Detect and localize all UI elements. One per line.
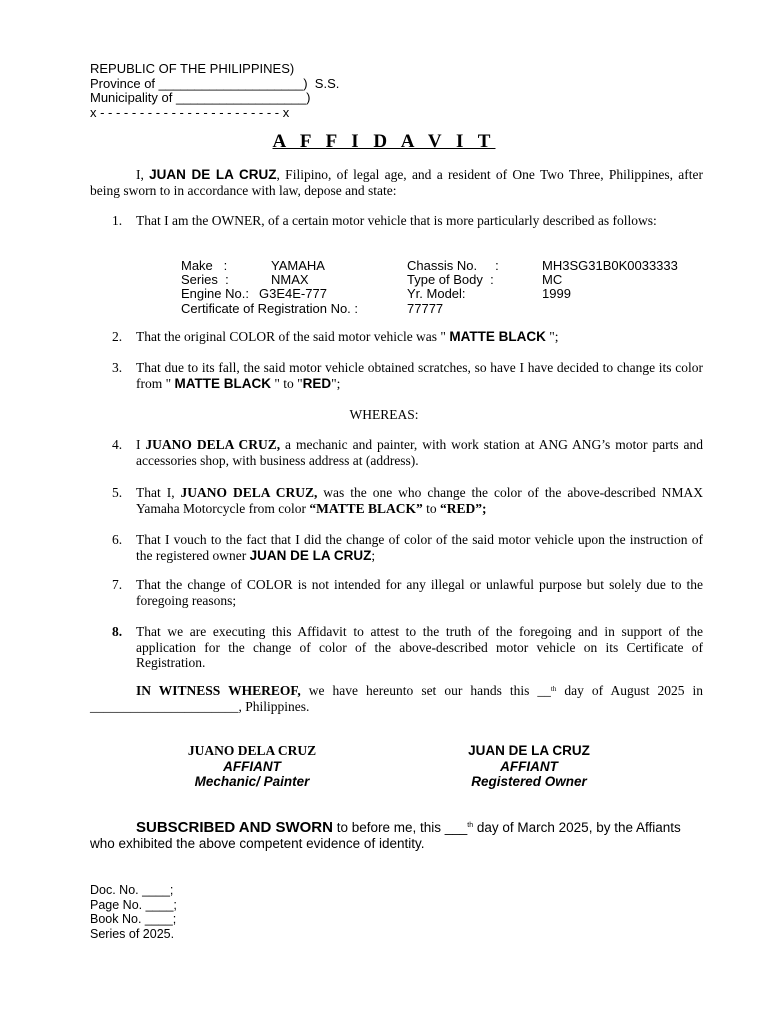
- signatory-title: Registered Owner: [471, 774, 587, 789]
- cr-label: Certificate of Registration No. :: [181, 300, 359, 316]
- color-red: “RED”;: [440, 500, 487, 516]
- list-item-3: [90, 360, 703, 391]
- list-item-1: [90, 213, 703, 229]
- series-label: Series :: [181, 272, 229, 288]
- body-value: MC: [542, 272, 563, 288]
- item-text-part: I: [136, 437, 146, 452]
- body-label: Type of Body :: [407, 272, 494, 288]
- witness-text: day of August 2025 in ______________________, Philippines.: [90, 683, 704, 714]
- item-text: That the change of COLOR is not intended for any illegal or unlawful purpose but solely due to the foregoing reasons;: [136, 577, 703, 608]
- signatory-name: JUAN DE LA CRUZ: [468, 743, 590, 758]
- item-text-part: was the one who change the color of the above-described NMAX Yamaha Motorcycle from color: [136, 485, 703, 516]
- color-matte-black: “MATTE BLACK”: [309, 500, 423, 516]
- list-item-2: [90, 329, 703, 345]
- whereas-heading: WHEREAS:: [349, 407, 419, 422]
- series-year: Series of 2025.: [90, 926, 175, 941]
- chassis-value: MH3SG31B0K0033333: [542, 258, 678, 273]
- header-line-municipality: Municipality of __________________): [90, 90, 311, 105]
- item-text-part: ;: [371, 547, 376, 563]
- affiant-name: JUAN DE LA CRUZ: [149, 167, 277, 182]
- item-number: 1.: [112, 213, 123, 228]
- doc-no: Doc. No. ____;: [90, 883, 174, 897]
- witness-text: we have hereunto set our hands this __: [300, 683, 551, 698]
- cr-value: 77777: [407, 300, 444, 316]
- ordinal-suffix: th: [467, 822, 474, 829]
- intro-pre: I,: [136, 167, 150, 182]
- signatory-title: Mechanic/ Painter: [194, 774, 310, 789]
- item-text-part: " to ": [271, 375, 303, 391]
- venue-header: [90, 62, 339, 120]
- witness-paragraph: [90, 683, 703, 715]
- engine-value: G3E4E-777: [259, 286, 327, 302]
- list-item-4: [90, 437, 703, 468]
- item-number: 8.: [112, 624, 123, 639]
- owner-name: JUAN DE LA CRUZ: [249, 547, 372, 563]
- document-title: A F F I D A V I T: [272, 131, 496, 152]
- witness-heading: IN WITNESS WHEREOF,: [136, 683, 301, 698]
- item-number: 5.: [112, 485, 123, 500]
- color-matte-black: MATTE BLACK: [449, 329, 546, 344]
- item-text: That I am the OWNER, of a certain motor vehicle that is more particularly described as follows:: [136, 213, 657, 228]
- make-value: YAMAHA: [271, 258, 325, 273]
- chassis-label: Chassis No. :: [407, 258, 499, 273]
- signatory-role: AFFIANT: [223, 758, 281, 774]
- item-number: 3.: [112, 360, 123, 375]
- list-item-6: [90, 532, 703, 563]
- list-item-7: [90, 577, 703, 608]
- item-text: [136, 329, 703, 345]
- page-no: Page No. ____;: [90, 897, 177, 912]
- signatory-role: AFFIANT: [500, 758, 558, 774]
- item-text-part: to: [422, 500, 440, 516]
- item-text-part: That the original COLOR of the said motor vehicle was ": [136, 329, 450, 344]
- jurat-paragraph: [90, 820, 705, 852]
- color-matte-black: MATTE BLACK: [174, 375, 271, 391]
- jurat-heading: SUBSCRIBED AND SWORN: [136, 819, 333, 836]
- jurat-text: day of March 2025, by the Affiants who exhibited the above competent evidence of identity.: [90, 820, 681, 851]
- model-value: 1999: [542, 286, 571, 302]
- intro-paragraph: [90, 167, 703, 199]
- item-number: 7.: [112, 577, 123, 592]
- header-line-province: Province of ____________________) S.S.: [90, 75, 340, 91]
- intro-post: , Filipino, of legal age, and a resident of One Two Three, Philippines, after being sworn to in accordance with law, depose and state:: [90, 167, 703, 198]
- mechanic-name: JUANO DELA CRUZ,: [180, 485, 318, 500]
- item-number: 6.: [112, 532, 123, 547]
- signature-block-owner: [429, 743, 629, 790]
- item-text: [136, 360, 703, 391]
- item-number: 2.: [112, 329, 123, 344]
- item-text-part: That I,: [136, 485, 181, 500]
- list-item-5: [90, 485, 703, 516]
- item-text-part: a mechanic and painter, with work station at ANG ANG’s motor parts and accessories shop, with business address at (address).: [136, 437, 704, 468]
- model-label: Yr. Model:: [407, 286, 466, 302]
- signatory-name: JUANO DELA CRUZ: [187, 743, 317, 758]
- item-text-part: That due to its fall, the said motor vehicle obtained scratches, so have I have decided to change its color from ": [136, 360, 703, 391]
- notarial-register: [90, 883, 177, 941]
- item-text: [136, 485, 703, 516]
- signature-block-mechanic: [152, 743, 352, 790]
- engine-label: Engine No.:: [181, 286, 249, 302]
- item-text: [136, 532, 703, 563]
- book-no: Book No. ____;: [90, 912, 177, 926]
- item-number: 4.: [112, 437, 123, 452]
- item-text-part: That I vouch to the fact that I did the change of color of the said motor vehicle upon the instruction of the registered owner: [136, 532, 703, 563]
- header-line-republic: REPUBLIC OF THE PHILIPPINES): [90, 61, 295, 76]
- jurat-text: to before me, this ___: [332, 820, 468, 835]
- item-text-part: ";: [545, 329, 559, 344]
- series-value: NMAX: [271, 272, 309, 288]
- vehicle-details: [181, 258, 678, 316]
- mechanic-name: JUANO DELA CRUZ,: [145, 437, 281, 452]
- color-red: RED: [302, 375, 332, 391]
- make-label: Make :: [181, 258, 228, 273]
- item-text-part: ";: [331, 375, 341, 391]
- item-text: That we are executing this Affidavit to attest to the truth of the foregoing and in support of the application for the change of color of the above-described motor vehicle on its Certificate of Registration.: [136, 624, 703, 670]
- list-item-8: [90, 624, 703, 671]
- item-text: [136, 437, 703, 468]
- header-line-separator: x - - - - - - - - - - - - - - - - - - - - - - - x: [90, 104, 290, 120]
- ordinal-suffix: th: [550, 685, 557, 693]
